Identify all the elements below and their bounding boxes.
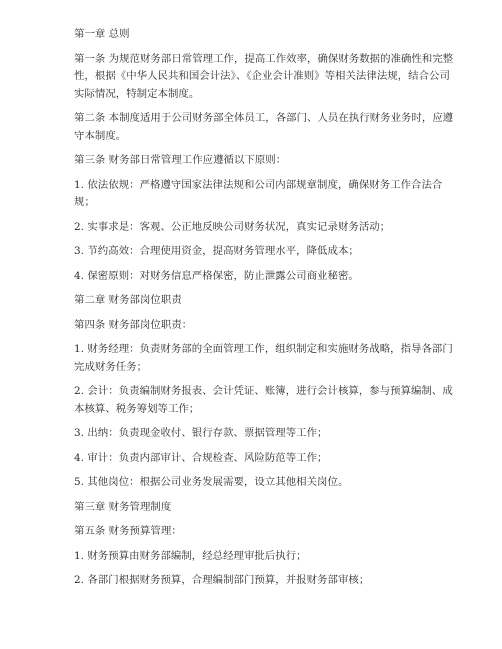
article-paragraph: 第二条 本制度适用于公司财务部全体员工，各部门、人员在执行财务业务时，应遵守本制度。 [74,112,454,142]
list-item: 2. 实事求是：客观、公正地反映公司财务状况，真实记录财务活动； [74,220,391,233]
list-item: 1. 依法依规：严格遵守国家法律法规和公司内部规章制度，确保财务工作合法合规； [74,178,443,208]
chapter-heading: 第二章 财务部岗位职责 [74,294,182,306]
article-paragraph: 第四条 财务部岗位职责： [74,318,193,331]
list-item: 3. 节约高效：合理使用资金，提高财务管理水平，降低成本； [74,245,359,257]
list-item: 2. 会计：负责编制财务报表、会计凭证、账簿，进行会计核算，参与预算编制、成本核算、税务筹划等工作； [74,385,453,415]
chapter-heading: 第三章 财务管理制度 [74,500,172,513]
chapter-heading: 第一章 总则 [74,28,130,40]
list-item: 2. 各部门根据财务预算，合理编制部门预算，并报财务部审核； [74,574,370,586]
list-item: 4. 审计：负责内部审计、合规检查、风险防范等工作； [74,451,328,464]
article-paragraph: 第三条 财务部日常管理工作应遵循以下原则： [74,154,287,166]
article-paragraph: 第五条 财务预算管理： [74,525,182,537]
article-paragraph: 第一条 为规范财务部日常管理工作，提高工作效率，确保财务数据的准确性和完整性，根据《中华人民共和国会计法》、《企业会计准则》等相关法律法规，结合公司实际情况，特制定本制度。 [74,52,454,100]
document-page [74,26,458,590]
list-item: 3. 出纳：负责现金收付、银行存款、票据管理等工作； [74,427,328,439]
list-item: 5. 其他岗位：根据公司业务发展需要，设立其他相关岗位。 [74,476,349,488]
list-item: 1. 财务经理：负责财务部的全面管理工作，组织制定和实施财务战略，指导各部门完成财务任务； [74,343,453,373]
list-item: 1. 财务预算由财务部编制，经总经理审批后执行； [74,549,307,562]
list-item: 4. 保密原则：对财务信息严格保密，防止泄露公司商业秘密。 [74,269,359,282]
